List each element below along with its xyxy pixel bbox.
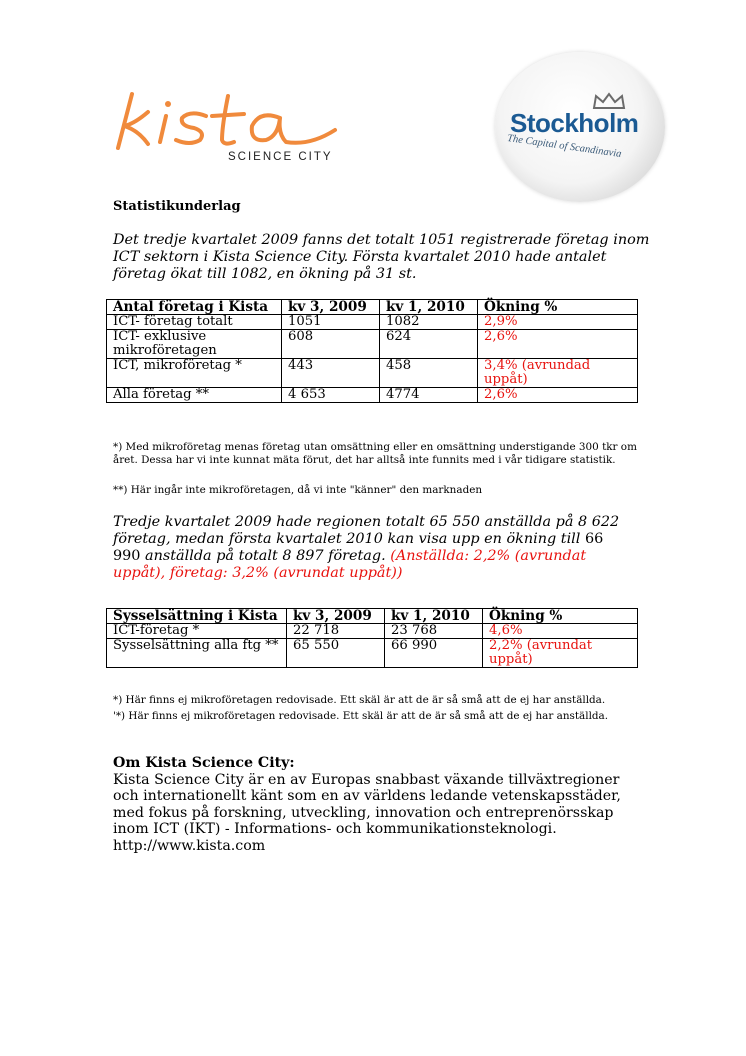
table-header-row xyxy=(107,609,638,624)
table-header-cell: Ökning % xyxy=(478,300,638,315)
footnote: *) Här finns ej mikroföretagen redovisade. Ett skäl är att de är så små att de ej har anställda. xyxy=(113,694,606,706)
table-cell: ICT- företag totalt xyxy=(107,315,282,330)
table-header-cell: kv 1, 2010 xyxy=(385,609,483,624)
table-cell: ICT, mikroföretag * xyxy=(107,359,282,388)
table-header-cell: kv 1, 2010 xyxy=(380,300,478,315)
table-cell: ICT-företag * xyxy=(107,624,287,639)
table-cell-increase: 2,6% xyxy=(478,330,638,359)
table-cell-increase: 3,4% (avrundad uppåt) xyxy=(478,359,638,388)
table-cell: 624 xyxy=(380,330,478,359)
footnote: *) Med mikroföretag menas företag utan omsättning eller en omsättning understigande 300 tkr om året. Dessa har vi inte kunnat mäta förut, det har alltså inte funnits med i vår tidigare statistik. xyxy=(113,441,637,466)
table-cell: 65 550 xyxy=(287,639,385,668)
employment-increase-note: (Anställda: 2,2% (avrundat uppåt), företag: 3,2% (avrundat uppåt)) xyxy=(113,548,587,581)
employment-paragraph xyxy=(113,514,633,582)
employment-table xyxy=(106,608,638,668)
about-title: Om Kista Science City: xyxy=(113,755,295,771)
kista-logo-subtitle: SCIENCE CITY xyxy=(228,151,333,163)
table-header-cell: kv 3, 2009 xyxy=(282,300,380,315)
table-header-row xyxy=(107,300,638,315)
table-header-cell: Antal företag i Kista xyxy=(107,300,282,315)
table-cell: 66 990 xyxy=(385,639,483,668)
table-cell: 22 718 xyxy=(287,624,385,639)
table-cell-increase: 2,2% (avrundat uppåt) xyxy=(483,639,638,668)
table-cell: 4 653 xyxy=(282,388,380,403)
table-cell: 1051 xyxy=(282,315,380,330)
table-row xyxy=(107,315,638,330)
table-cell: 4774 xyxy=(380,388,478,403)
table-cell-increase: 2,6% xyxy=(478,388,638,403)
table-row xyxy=(107,330,638,359)
table-header-cell: kv 3, 2009 xyxy=(287,609,385,624)
table-header-cell: Sysselsättning i Kista xyxy=(107,609,287,624)
about-body: Kista Science City är en av Europas snabbast växande tillväxtregioner och internationellt känt som en av världens ledande vetenskapsstäder, med fokus på forskning, utveckling, innovation och entreprenörsskap inom ICT (IKT) - Informations- och kommunikationsteknologi. xyxy=(113,771,621,837)
table-cell: Alla företag ** xyxy=(107,388,282,403)
table-cell: ICT- exklusive mikroföretagen xyxy=(107,330,282,359)
about-section xyxy=(113,755,633,854)
employment-text: Tredje kvartalet 2009 hade regionen totalt 65 550 anställda på 8 622 företag, medan första kvartalet 2010 kan visa upp en ökning till xyxy=(113,514,620,547)
table-cell: 1082 xyxy=(380,315,478,330)
about-url-link[interactable]: http://www.kista.com xyxy=(113,837,266,854)
employment-text: anställda på totalt 8 897 företag. xyxy=(140,548,391,564)
table-row xyxy=(107,359,638,388)
stockholm-logo-word: Stockholm xyxy=(510,108,639,138)
table-row xyxy=(107,639,638,668)
table-cell-increase: 4,6% xyxy=(483,624,638,639)
employment-value: 66 990 xyxy=(113,531,604,564)
footnote: **) Här ingår inte mikroföretagen, då vi inte "känner" den marknaden xyxy=(113,484,483,496)
table-cell: 608 xyxy=(282,330,380,359)
table-cell: Sysselsättning alla ftg ** xyxy=(107,639,287,668)
table-cell: 23 768 xyxy=(385,624,483,639)
table-cell-increase: 2,9% xyxy=(478,315,638,330)
stockholm-logo-tagline: The Capital of Scandinavia xyxy=(506,133,623,160)
table-cell: 458 xyxy=(380,359,478,388)
table-row xyxy=(107,388,638,403)
table-row xyxy=(107,624,638,639)
intro-paragraph: Det tredje kvartalet 2009 fanns det totalt 1051 registrerade företag inom ICT sektorn i Kista Science City. Första kvartalet 2010 hade antalet företag ökat till 1082, en ökning på 31 st. xyxy=(113,232,650,282)
companies-table xyxy=(106,299,638,403)
footnote: '*) Här finns ej mikroföretagen redovisade. Ett skäl är att de är så små att de ej har anställda. xyxy=(113,710,609,722)
page-title: Statistikunderlag xyxy=(113,199,241,214)
table-cell: 443 xyxy=(282,359,380,388)
table-header-cell: Ökning % xyxy=(483,609,638,624)
